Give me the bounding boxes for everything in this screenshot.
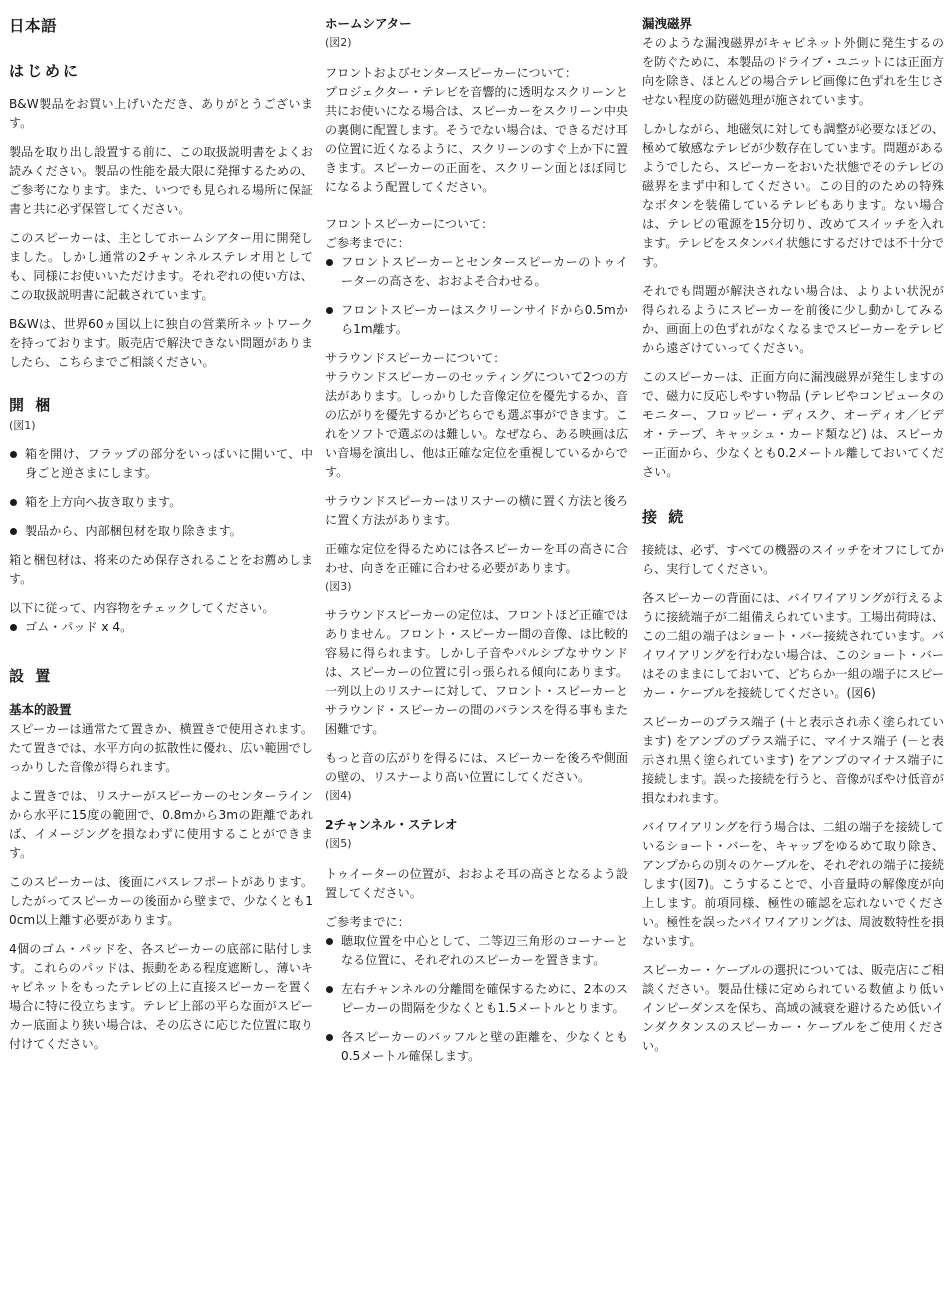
section-title-magnetic-leakage: 漏洩磁界 [642, 16, 693, 31]
connect-paragraph-3: スピーカーのプラス端子 (＋と表示され赤く塗られています) をアンプのプラス端子に、マイナス端子 (－と表示され黒く塗られています) をアンプのマイナス端子に接続します。誤った接続を行うと、音像がぼやけ低音が損なわれます。 [642, 715, 944, 805]
column-2 [325, 14, 628, 1076]
list-item: 各スピーカーのバッフルと壁の距離を、少なくとも0.5メートル確保します。 [325, 1028, 628, 1066]
front-heading: フロントスピーカーについて： [325, 217, 494, 231]
figure-ref: (図3) [325, 580, 352, 593]
figure-ref: (図1) [9, 419, 36, 432]
setup-paragraph-4: 4個のゴム・パッドを、各スピーカーの底部に貼付します。これらのパッドは、振動をある程度遮断し、薄いキャビネットをもったテレビの上に直接スピーカーを置く場合に特に役立ちます。テレビ上部の平らな面がスピーカー底面より狭い場合は、その広さに応じた位置に取り付けてください。 [9, 942, 313, 1051]
figure-ref: (図4) [325, 789, 352, 802]
list-item: 箱を上方向へ抜き取ります。 [9, 493, 313, 512]
list-item: 製品から、内部梱包材を取り除きます。 [9, 522, 313, 541]
surround-paragraph-3: 正確な定位を得るためには各スピーカーを耳の高さに合わせ、向きを正確に合わせる必要があります。 [325, 542, 628, 575]
reference-note: ご参考までに： [325, 915, 410, 929]
setup-paragraph-1: スピーカーは通常たて置きか、横置きで使用されます。たて置きでは、水平方向の拡散性に優れ、広い範囲でしっかりした音像が得られます。 [9, 722, 313, 774]
intro-paragraph-4: B&Wは、世界60ヵ国以上に独自の営業所ネットワークを持っております。販売店で解決できない問題がありましたら、こちらまでご相談ください。 [9, 317, 313, 369]
surround-paragraph-4: サラウンドスピーカーの定位は、フロントほど正確ではありません。フロント・スピーカー間の音像、は比較的容易に得られます。しかし子音やパルシブなサウンドは、スピーカーの位置に引っ張られる傾向にあります。一列以上のリスナーに対して、フロント・スピーカーとサラウンド・スピーカーの間のバランスを得る事もまた困難です。 [325, 608, 628, 736]
surround-paragraph-1: サラウンドスピーカーのセッティングについて2つの方法があります。しっかりした音像定位を優先するか、音の広がりを優先するかどちらでも選ぶ事ができます。これをソフトで選ぶのは難しい。なぜなら、ある映画は広い音場を演出し、他は正確な定位を重視しているからです。 [325, 370, 628, 479]
section-title-setup: 設 置 [9, 667, 54, 685]
list-item: 聴取位置を中心として、二等辺三角形のコーナーとなる位置に、それぞれのスピーカーを置きます。 [325, 932, 628, 970]
leak-paragraph-3: それでも問題が解決されない場合は、よりよい状況が得られるようにスピーカーを前後に少し動かしてみるか、画面上の色ずれがなくなるまでスピーカーをテレビから遠ざけていってください。 [642, 284, 944, 355]
unpack-steps [9, 445, 313, 541]
unpack-paragraph-2: 以下に従って、内容物をチェックしてください。 [9, 601, 275, 615]
section-title-home-theater: ホームシアター [325, 16, 412, 31]
intro-paragraph-1: B&W製品をお買い上げいただき、ありがとうございます。 [9, 97, 313, 130]
section-title-unpacking: 開 梱 [9, 396, 54, 414]
unpack-paragraph-1: 箱と梱包材は、将来のため保存されることをお薦めします。 [9, 553, 313, 586]
connect-paragraph-4: バイワイアリングを行う場合は、二組の端子を接続しているショート・バーを、キャップをゆるめて取り除き、アンプからの別々のケーブルを、それぞれの端子に接続します(図7)。こうすることで、小音量時の解像度が向上します。前項同様、極性の確認を忘れないでください。極性を誤ったバイワイアリングは、周波数特性を損ないます。 [642, 820, 944, 948]
front-center-heading: フロントおよびセンタースピーカーについて： [325, 66, 577, 80]
stereo-tips [325, 932, 628, 1066]
figure-ref: (図2) [325, 36, 352, 49]
leak-paragraph-2: しかしながら、地磁気に対しても調整が必要なほどの、極めて敏感なテレビが少数存在しています。問題があるようでしたら、スピーカーをおいた状態でそのテレビの磁界をまず中和してください。この目的のための特殊なボタンを装備しているテレビもあります。ない場合は、テレビの電源を15分切り、改めてスイッチを入れます。テレビをスタンバイ状態にするだけでは不十分です。 [642, 122, 944, 269]
setup-paragraph-3: このスピーカーは、後面にバスレフポートがあります。したがってスピーカーの後面から壁まで、少なくとも10cm以上離す必要があります。 [9, 875, 313, 927]
intro-paragraph-3: このスピーカーは、主としてホームシアター用に開発しました。しかし通常の2チャンネルステレオ用としても、同様にお使いいただけます。それぞれの使い方は、この取扱説明書に記載されています。 [9, 231, 313, 302]
setup-paragraph-2: よこ置きでは、リスナーがスピーカーのセンターラインから水平に15度の範囲で、0.8mから3mの距離であれば、イメージングを損なわずに使用することができます。 [9, 789, 313, 860]
reference-note: ご参考までに： [325, 236, 410, 250]
connect-paragraph-1: 接続は、必ず、すべての機器のスイッチをオフにしてから、実行してください。 [642, 543, 944, 576]
front-center-paragraph: プロジェクター・テレビを音響的に透明なスクリーンと共にお使いになる場合は、スピーカーをスクリーン中央の裏側に配置します。そうでない場合は、できるだけ耳の位置に近くなるように、スクリーンのすぐ上か下に置きます。スピーカーの正面を、スクリーン面とほぼ同じになるよう配置してください。 [325, 85, 628, 194]
language-title: 日本語 [9, 17, 58, 35]
contents-list [9, 618, 313, 637]
leak-paragraph-1: そのような漏洩磁界がキャビネット外側に発生するのを防ぐために、本製品のドライブ・ユニットには正面方向を除き、ほとんどの場合テレビ画像に色ずれを生じさせない程度の防磁処理が施されています。 [642, 36, 944, 107]
front-tips [325, 253, 628, 339]
stereo-paragraph-1: トゥイーターの位置が、おおよそ耳の高さとなるよう設置してください。 [325, 867, 628, 900]
leak-paragraph-4: このスピーカーは、正面方向に漏洩磁界が発生しますので、磁力に反応しやすい物品 (テレビやコンピュータのモニター、フロッピー・ディスク、オーディオ／ビデオ・テープ、キャッシュ・カード類など) は、スピーカー正面から、少なくとも0.2メートル離しておいてください。 [642, 370, 944, 479]
column-3 [642, 14, 944, 1066]
subsection-title-basic-setup: 基本的設置 [9, 702, 72, 717]
surround-paragraph-5: もっと音の広がりを得るには、スピーカーを後ろや側面の壁の、リスナーより高い位置にしてください。 [325, 751, 628, 784]
surround-heading: サラウンドスピーカーについて： [325, 351, 506, 365]
list-item: フロントスピーカーはスクリーンサイドから0.5mから1m離す。 [325, 301, 628, 339]
intro-paragraph-2: 製品を取り出し設置する前に、この取扱説明書をよくお読みください。製品の性能を最大限に発揮するための、ご参考になります。また、いつでも見られる場所に保証書と共に必ず保管してください。 [9, 145, 313, 216]
figure-ref: (図5) [325, 837, 352, 850]
list-item: ゴム・パッド x 4。 [9, 618, 313, 637]
surround-paragraph-2: サラウンドスピーカーはリスナーの横に置く方法と後ろに置く方法があります。 [325, 494, 628, 527]
list-item: フロントスピーカーとセンタースピーカーのトゥイーターの高さを、おおよそ合わせる。 [325, 253, 628, 291]
connect-paragraph-5: スピーカー・ケーブルの選択については、販売店にご相談ください。製品仕様に定められている数値より低いインピーダンスを保ち、高域の減衰を避けるため低いインダクタンスのスピーカー・ケーブルをご使用ください。 [642, 963, 944, 1053]
section-title-connection: 接 続 [642, 508, 687, 526]
list-item: 箱を開け、フラップの部分をいっぱいに開いて、中身ごと逆さまにします。 [9, 445, 313, 483]
list-item: 左右チャンネルの分離間を確保するために、2本のスピーカーの間隔を少なくとも1.5メートルとります。 [325, 980, 628, 1018]
column-1 [9, 14, 313, 1064]
section-title-stereo: 2チャンネル・ステレオ [325, 817, 458, 832]
connect-paragraph-2: 各スピーカーの背面には、バイワイアリングが行えるように接続端子が二組備えられています。工場出荷時は、この二組の端子はショート・バー接続されています。バイワイアリングを行わない場合は、このショート・バーはそのままにしておいて、どちらか一組の端子にスピーカー・ケーブルを接続してください。(図6) [642, 591, 944, 700]
section-title-intro: はじめに [9, 62, 82, 80]
